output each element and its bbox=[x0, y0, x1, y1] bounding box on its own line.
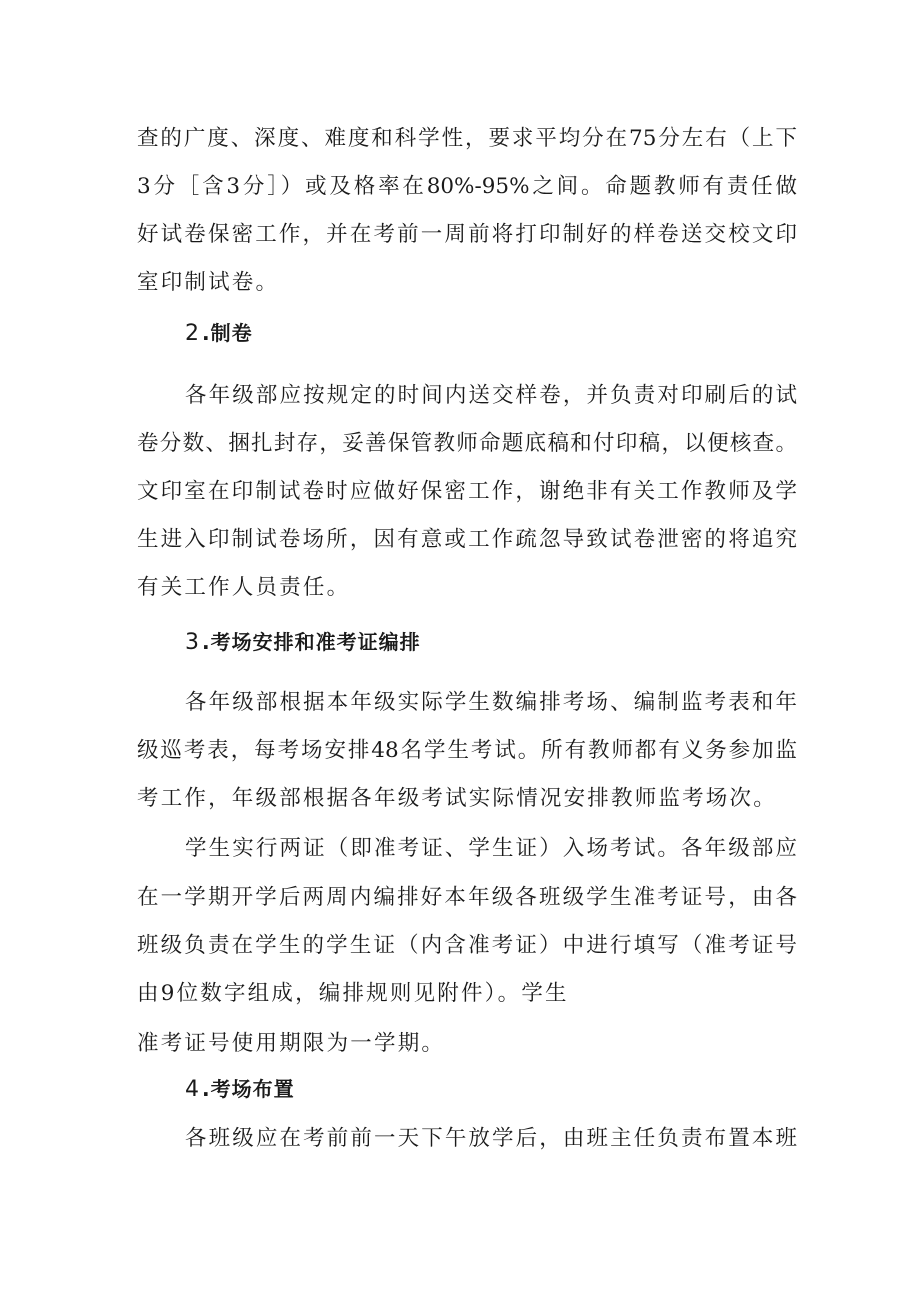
paragraph-line: 学生实行两证（即准考证、学生证）入场考试。各年级部应 bbox=[185, 836, 797, 861]
paragraph-line: 3分［含3分］）或及格率在80%-95%之间。命题教师有责任做 bbox=[137, 174, 797, 199]
paragraph-line: 文印室在印制试卷时应做好保密工作，谢绝非有关工作教师及学 bbox=[137, 479, 797, 504]
paragraph-line: 由9位数字组成，编排规则见附件）。学生 bbox=[137, 981, 569, 1006]
section-heading-4 bbox=[185, 1074, 295, 1105]
paragraph-line: 查的广度、深度、难度和科学性，要求平均分在75分左右（上下 bbox=[137, 126, 797, 151]
section-title: .考场安排和准考证编排 bbox=[202, 630, 421, 654]
section-heading-2 bbox=[185, 318, 253, 349]
paragraph-line: 生进入印制试卷场所，因有意或工作疏忽导致试卷泄密的将追究 bbox=[137, 527, 797, 552]
paragraph-line: 各年级部应按规定的时间内送交样卷，并负责对印刷后的试 bbox=[185, 383, 797, 408]
paragraph-line: 在一学期开学后两周内编排好本年级各班级学生准考证号，由各 bbox=[137, 885, 797, 910]
paragraph-line: 级巡考表，每考场安排48名学生考试。所有教师都有义务参加监 bbox=[137, 738, 797, 763]
section-number: 4 bbox=[185, 1077, 200, 1102]
section-title: .制卷 bbox=[202, 321, 253, 345]
section-number: 2 bbox=[185, 321, 200, 346]
paragraph-line: 准考证号使用期限为一学期。 bbox=[137, 1031, 446, 1056]
paragraph-line: 卷分数、捆扎封存，妥善保管教师命题底稿和付印稿，以便核查。 bbox=[137, 431, 797, 456]
paragraph-line: 各年级部根据本年级实际学生数编排考场、编制监考表和年 bbox=[185, 690, 797, 715]
paragraph-line: 班级负责在学生的学生证（内含准考证）中进行填写（准考证号 bbox=[137, 933, 797, 958]
paragraph-line: 有关工作人员责任。 bbox=[137, 575, 351, 600]
section-title: .考场布置 bbox=[202, 1077, 295, 1101]
section-number: 3 bbox=[185, 630, 200, 655]
paragraph-line: 室印制试卷。 bbox=[137, 270, 280, 295]
section-heading-3 bbox=[185, 627, 421, 658]
paragraph-line: 好试卷保密工作，并在考前一周前将打印制好的样卷送交校文印 bbox=[137, 222, 797, 247]
paragraph-line: 考工作，年级部根据各年级考试实际情况安排教师监考场次。 bbox=[137, 786, 777, 811]
paragraph-line: 各班级应在考前前一天下午放学后，由班主任负责布置本班 bbox=[185, 1126, 797, 1151]
